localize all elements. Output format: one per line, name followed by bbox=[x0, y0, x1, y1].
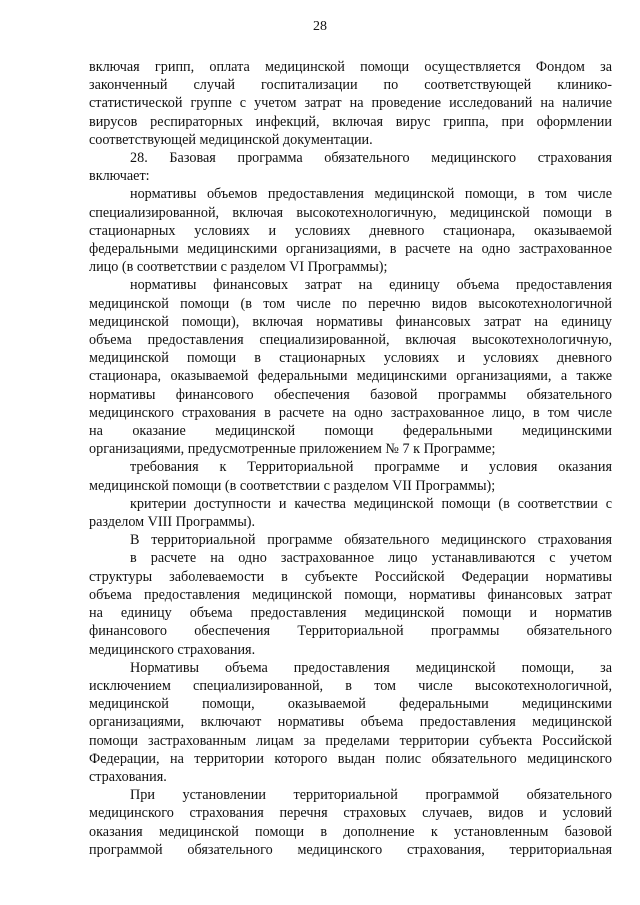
text-line: стационарных условиях и условиях дневного стационара, оказываемой bbox=[89, 222, 612, 239]
text-line: медицинской помощи в стационарных условиях и условиях дневного bbox=[89, 350, 612, 367]
text-line: страхования. bbox=[89, 768, 167, 785]
text-line: медицинской помощи (в том числе по перечню видов высокотехнологичной bbox=[89, 295, 612, 312]
text-line: стационара, оказываемой федеральными медицинскими организациями, а также bbox=[89, 368, 612, 385]
text-line: критерии доступности и качества медицинской помощи (в соответствии с bbox=[130, 495, 612, 512]
text-line: помощи застрахованным лицам за пределами территории субъекта Российской bbox=[89, 732, 612, 749]
text-line: статистической группе с учетом затрат на проведение исследований на наличие bbox=[89, 95, 612, 112]
text-line: федеральными медицинскими организациями, в расчете на одно застрахованное bbox=[89, 241, 612, 258]
text-line: медицинского страхования в расчете на одно застрахованное лицо, в том числе bbox=[89, 404, 612, 421]
text-line: оказания медицинской помощи в дополнение к установленным базовой bbox=[89, 823, 612, 840]
text-line: медицинской помощи (в соответствии с разделом VII Программы); bbox=[89, 477, 496, 494]
page-number: 28 bbox=[313, 19, 327, 34]
text-line: объема предоставления медицинской помощи, нормативы финансовых затрат bbox=[89, 586, 612, 603]
text-line: требования к Территориальной программе и условия оказания bbox=[130, 459, 612, 476]
text-line: Нормативы объема предоставления медицинской помощи, за bbox=[130, 659, 612, 676]
text-line: медицинской помощи, оказываемой федеральными медицинскими bbox=[89, 696, 612, 713]
document-body bbox=[89, 58, 612, 859]
text-line: законченный случай госпитализации по соответствующей клинико- bbox=[89, 77, 612, 94]
text-line: нормативы объемов предоставления медицинской помощи, в том числе bbox=[130, 186, 612, 203]
text-line: включает: bbox=[89, 168, 150, 185]
text-line: специализированной, включая высокотехнологичную, медицинской помощи в bbox=[89, 204, 612, 221]
text-line: лицо (в соответствии с разделом VI Программы); bbox=[89, 259, 388, 276]
text-line: организациями, включают нормативы объема предоставления медицинской bbox=[89, 714, 612, 731]
text-line: медицинской помощи), включая нормативы финансовых затрат на единицу bbox=[89, 313, 612, 330]
text-line: медицинского страхования перечня страховых случаев, видов и условий bbox=[89, 805, 612, 822]
text-line: нормативы финансовых затрат на единицу объема предоставления bbox=[130, 277, 612, 294]
text-line: включая грипп, оплата медицинской помощи осуществляется Фондом за bbox=[89, 59, 612, 75]
text-line: финансового обеспечения Территориальной программы обязательного bbox=[89, 623, 612, 640]
text-line: нормативы финансового обеспечения базовой программы обязательного bbox=[89, 386, 612, 403]
text-line: объема предоставления специализированной, включая высокотехнологичную, bbox=[89, 332, 612, 349]
text-line: на единицу объема предоставления медицинской помощи и норматив bbox=[89, 605, 612, 622]
text-line: 28. Базовая программа обязательного медицинского страхования bbox=[130, 150, 612, 167]
text-line: структуры заболеваемости в субъекте Российской Федерации нормативы bbox=[89, 568, 612, 585]
text-line: на оказание медицинской помощи федеральными медицинскими bbox=[89, 423, 612, 440]
text-line: вирусов респираторных инфекций, включая вирус гриппа, при оформлении bbox=[89, 113, 612, 130]
text-line: соответствующей медицинской документации. bbox=[89, 131, 373, 148]
text-line: При установлении территориальной программой обязательного bbox=[130, 787, 612, 804]
text-line: в расчете на одно застрахованное лицо устанавливаются с учетом bbox=[130, 550, 612, 567]
text-line: программой обязательного медицинского страхования, территориальная bbox=[89, 841, 612, 858]
text-line: Федерации, на территории которого выдан полис обязательного медицинского bbox=[89, 750, 612, 767]
text-line: медицинского страхования. bbox=[89, 641, 256, 658]
text-line: В территориальной программе обязательного медицинского страхования bbox=[130, 532, 612, 549]
text-line: разделом VIII Программы). bbox=[89, 514, 256, 531]
text-line: организациями, предусмотренные приложением № 7 к Программе; bbox=[89, 441, 496, 458]
text-line: исключением специализированной, в том числе высокотехнологичной, bbox=[89, 677, 612, 694]
